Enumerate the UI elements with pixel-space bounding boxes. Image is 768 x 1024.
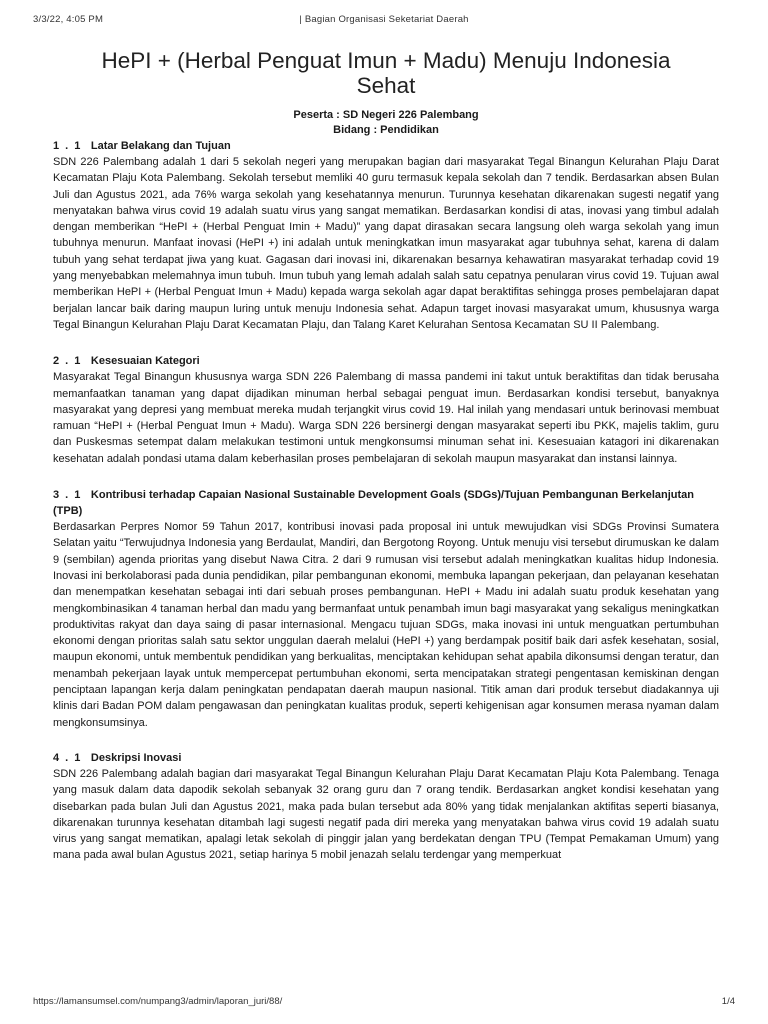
page-number: 1/4 bbox=[721, 996, 735, 1007]
section-title: Kontribusi terhadap Capaian Nasional Sustainable Development Goals (SDGs)/Tujuan Pembangunan Berkelanjutan (TPB) bbox=[53, 489, 694, 518]
print-datetime: 3/3/22, 4:05 PM bbox=[33, 14, 104, 25]
section-heading bbox=[53, 487, 719, 519]
section-paragraph: Berdasarkan Perpres Nomor 59 Tahun 2017, kontribusi inovasi pada proposal ini untuk mewujudkan visi SDGs Provinsi Sumatera Selatan yaitu “Terwujudnya Indonesia yang Berdaulat, Mandiri, dan Bergotong Royong. Untuk menuju visi tersebut dirumuskan ke dalam 9 (sembilan) agenda prioritas yang disebut Nawa Citra. 2 dari 9 rumusan visi tersebut adalah meningkatkan kualitas hidup Indonesia. Inovasi ini berkolaborasi pada dunia pendidikan, pilar pembangunan ekonomi, membuka lapangan pekerjaan, dan pelayanan kesehatan dan menempatkan kesehatan sebagai inti dari sebuah proses pembangunan. HePI + Madu ini adalah suatu produk kesehatan yang mengkombinasikan 4 tanaman herbal dan madu yang bermanfaat untuk penambah imun bagi masyarakat yang sekaligus meningkatkan produktivitas rakyat dan daya saing di pasar internasional. Mengacu tujuan SDGs, maka inovasi ini untuk menguatkan pertumbuhan ekonomi dengan prioritas salah satu sektor unggulan daerah melalui (HePI +) yang berdampak positif baik dari asfek kesehatan, sosial, maupun ekonomi, untuk membentuk pendidikan yang berkualitas, menciptakan kehidupan sehat apabila dikonsumsi dengan teratur, dan menambah pekerjaan layak untuk mempercepat pertumbuhan ekonomi, serta mencipatakan strategi pengentasan kemiskinan dengan penciptaan lapangan kerja dalam peningkatan pendapatan daerah maupun nasional. Titik aman dari produk tersebut diadakannya uji klinis dari Badan POM dalam pengawasan dan peningkatan kualitas produk, seperti kehigenisan agar konsumen merasa nyaman dalam mengkonsumsinya. bbox=[53, 521, 719, 729]
section-paragraph: SDN 226 Palembang adalah 1 dari 5 sekolah negeri yang merupakan bagian dari masyarakat Tegal Binangun Kelurahan Plaju Darat Kecamatan Plaju Kota Palembang. Sekolah tersebut memliki 40 guru termasuk kepala sekolah dan 7 tendik. Berdasarkan absen Bulan Juli dan Agustus 2021, ada 76% warga sekolah yang kesehatannya menurun. Turunnya kesehatan dikarenakan sugesti negatif yang menyatakan bahwa virus covid 19 adalah suatu virus yang sangat mematikan. Berdasarkan kondisi di atas, inovasi yang timbul adalah dengan memberikan “HePI + (Herbal Penguat Imin + Madu)” yang dapat dirasakan secara langsung oleh warga sekolah yang imun tubuhnya menurun. Manfaat inovasi (HePI +) ini adalah untuk meningkatkan imun masyarakat agar tubuhnya sehat, karena di dalam tubuh yang sehat terdapat jiwa yang kuat. Gagasan dari inovasi ini, dikarenakan besarnya kehawatiran masyarakat terhadap covid 19 yang menyebabkan melemahnya imun tubuh. Imun tubuh yang lemah adalah salah satu cepatnya penularan virus covid 19. Tujuan awal memberikan HePI + (Herbal Penguat Imun + Madu) kepada warga sekolah agar dapat beraktifitas sehingga proses pembelajaran dapat berjalan lancar baik daring maupun luring untuk menuju Indonesia sehat. Adapun target inovasi masyarakat umum, khususnya warga Tegal Binangun Kelurahan Plaju Darat Kecamatan Plaju, dan Talang Karet Kelurahan Sentosa Kecamatan SU II Palembang. bbox=[53, 156, 719, 331]
section-title: Kesesuaian Kategori bbox=[90, 355, 200, 368]
section-category bbox=[53, 353, 719, 467]
print-url: https://lamansumsel.com/numpang3/admin/laporan_juri/88/ bbox=[33, 996, 283, 1007]
section-paragraph: SDN 226 Palembang adalah bagian dari masyarakat Tegal Binangun Kelurahan Plaju Darat Kecamatan Plaju Kota Palembang. Tenaga yang masuk dalam data dapodik sekolah sebanyak 32 orang guru dan 7 orang tendik. Berdasarkan angket kondisi kesehatan yang disebarkan pada bulan Juli dan Agustus 2021, maka pada bulan tersebut ada 80% yang tidak menjalankan aktifitas seperti biasanya, dikarenakan turunnya kesehatan ditambah lagi sugesti negatif pada diri mereka yang menyatakan bahwa virus covid 19 adalah suatu virus yang sangat mematikan, apalagi letak sekolah di pinggir jalan yang berdekatan dengan TPU (Tempat Pemakaman Umum) yang mana pada awal bulan Agustus 2021, setiap harinya 5 mobil jenazah selalu terdengar yang memperkuat bbox=[53, 767, 719, 862]
section-heading bbox=[53, 353, 719, 369]
participant-line: Peserta : SD Negeri 226 Palembang bbox=[293, 109, 479, 121]
section-description bbox=[53, 750, 719, 864]
section-number: 3 . 1 bbox=[53, 489, 82, 502]
section-heading bbox=[53, 138, 719, 154]
section-number: 4 . 1 bbox=[53, 751, 82, 764]
section-paragraph: Masyarakat Tegal Binangun khususnya warga SDN 226 Palembang di massa pandemi ini takut untuk beraktifitas dan tidak berusaha memanfaatkan tanaman yang dapat dijadikan minuman herbal sebagai penguat imun. Berdasarkan kondisi tersebut, banyaknya masyarakat yang depresi yang membuat mereka mudah terjangkit virus covid 19. Hal inilah yang mendasari untuk berinovasi membuat ramuan “HePI + (Herbal Penguat Imun + Madu). Warga SDN 226 bersinergi dengan masyarakat seperti ibu PKK, majelis taklim, guru dan Puskesmas setempat dalam melakukan testimoni untuk mengkonsumsi minuman sehat ini. Kesesuaian katagori ini dikarenakan kesehatan adalah pondasi utama dalam keberhasilan proses pembelajaran di sekolah maupun masyarakat dan instansi lainnya. bbox=[53, 371, 719, 465]
section-number: 2 . 1 bbox=[53, 355, 82, 368]
print-header bbox=[33, 14, 735, 28]
section-background bbox=[53, 138, 719, 333]
print-page-title: | Bagian Organisasi Seketariat Daerah bbox=[299, 14, 469, 25]
document-body bbox=[53, 48, 719, 864]
print-footer bbox=[33, 996, 735, 1010]
section-title: Latar Belakang dan Tujuan bbox=[90, 140, 231, 152]
section-sdgs bbox=[53, 487, 719, 731]
section-heading bbox=[53, 750, 719, 766]
section-number: 1 . 1 bbox=[53, 140, 82, 152]
document-title: HePI + (Herbal Penguat Imun + Madu) Menuju Indonesia Sehat bbox=[101, 48, 671, 98]
field-line: Bidang : Pendidikan bbox=[333, 124, 439, 136]
section-title: Deskripsi Inovasi bbox=[90, 751, 182, 764]
